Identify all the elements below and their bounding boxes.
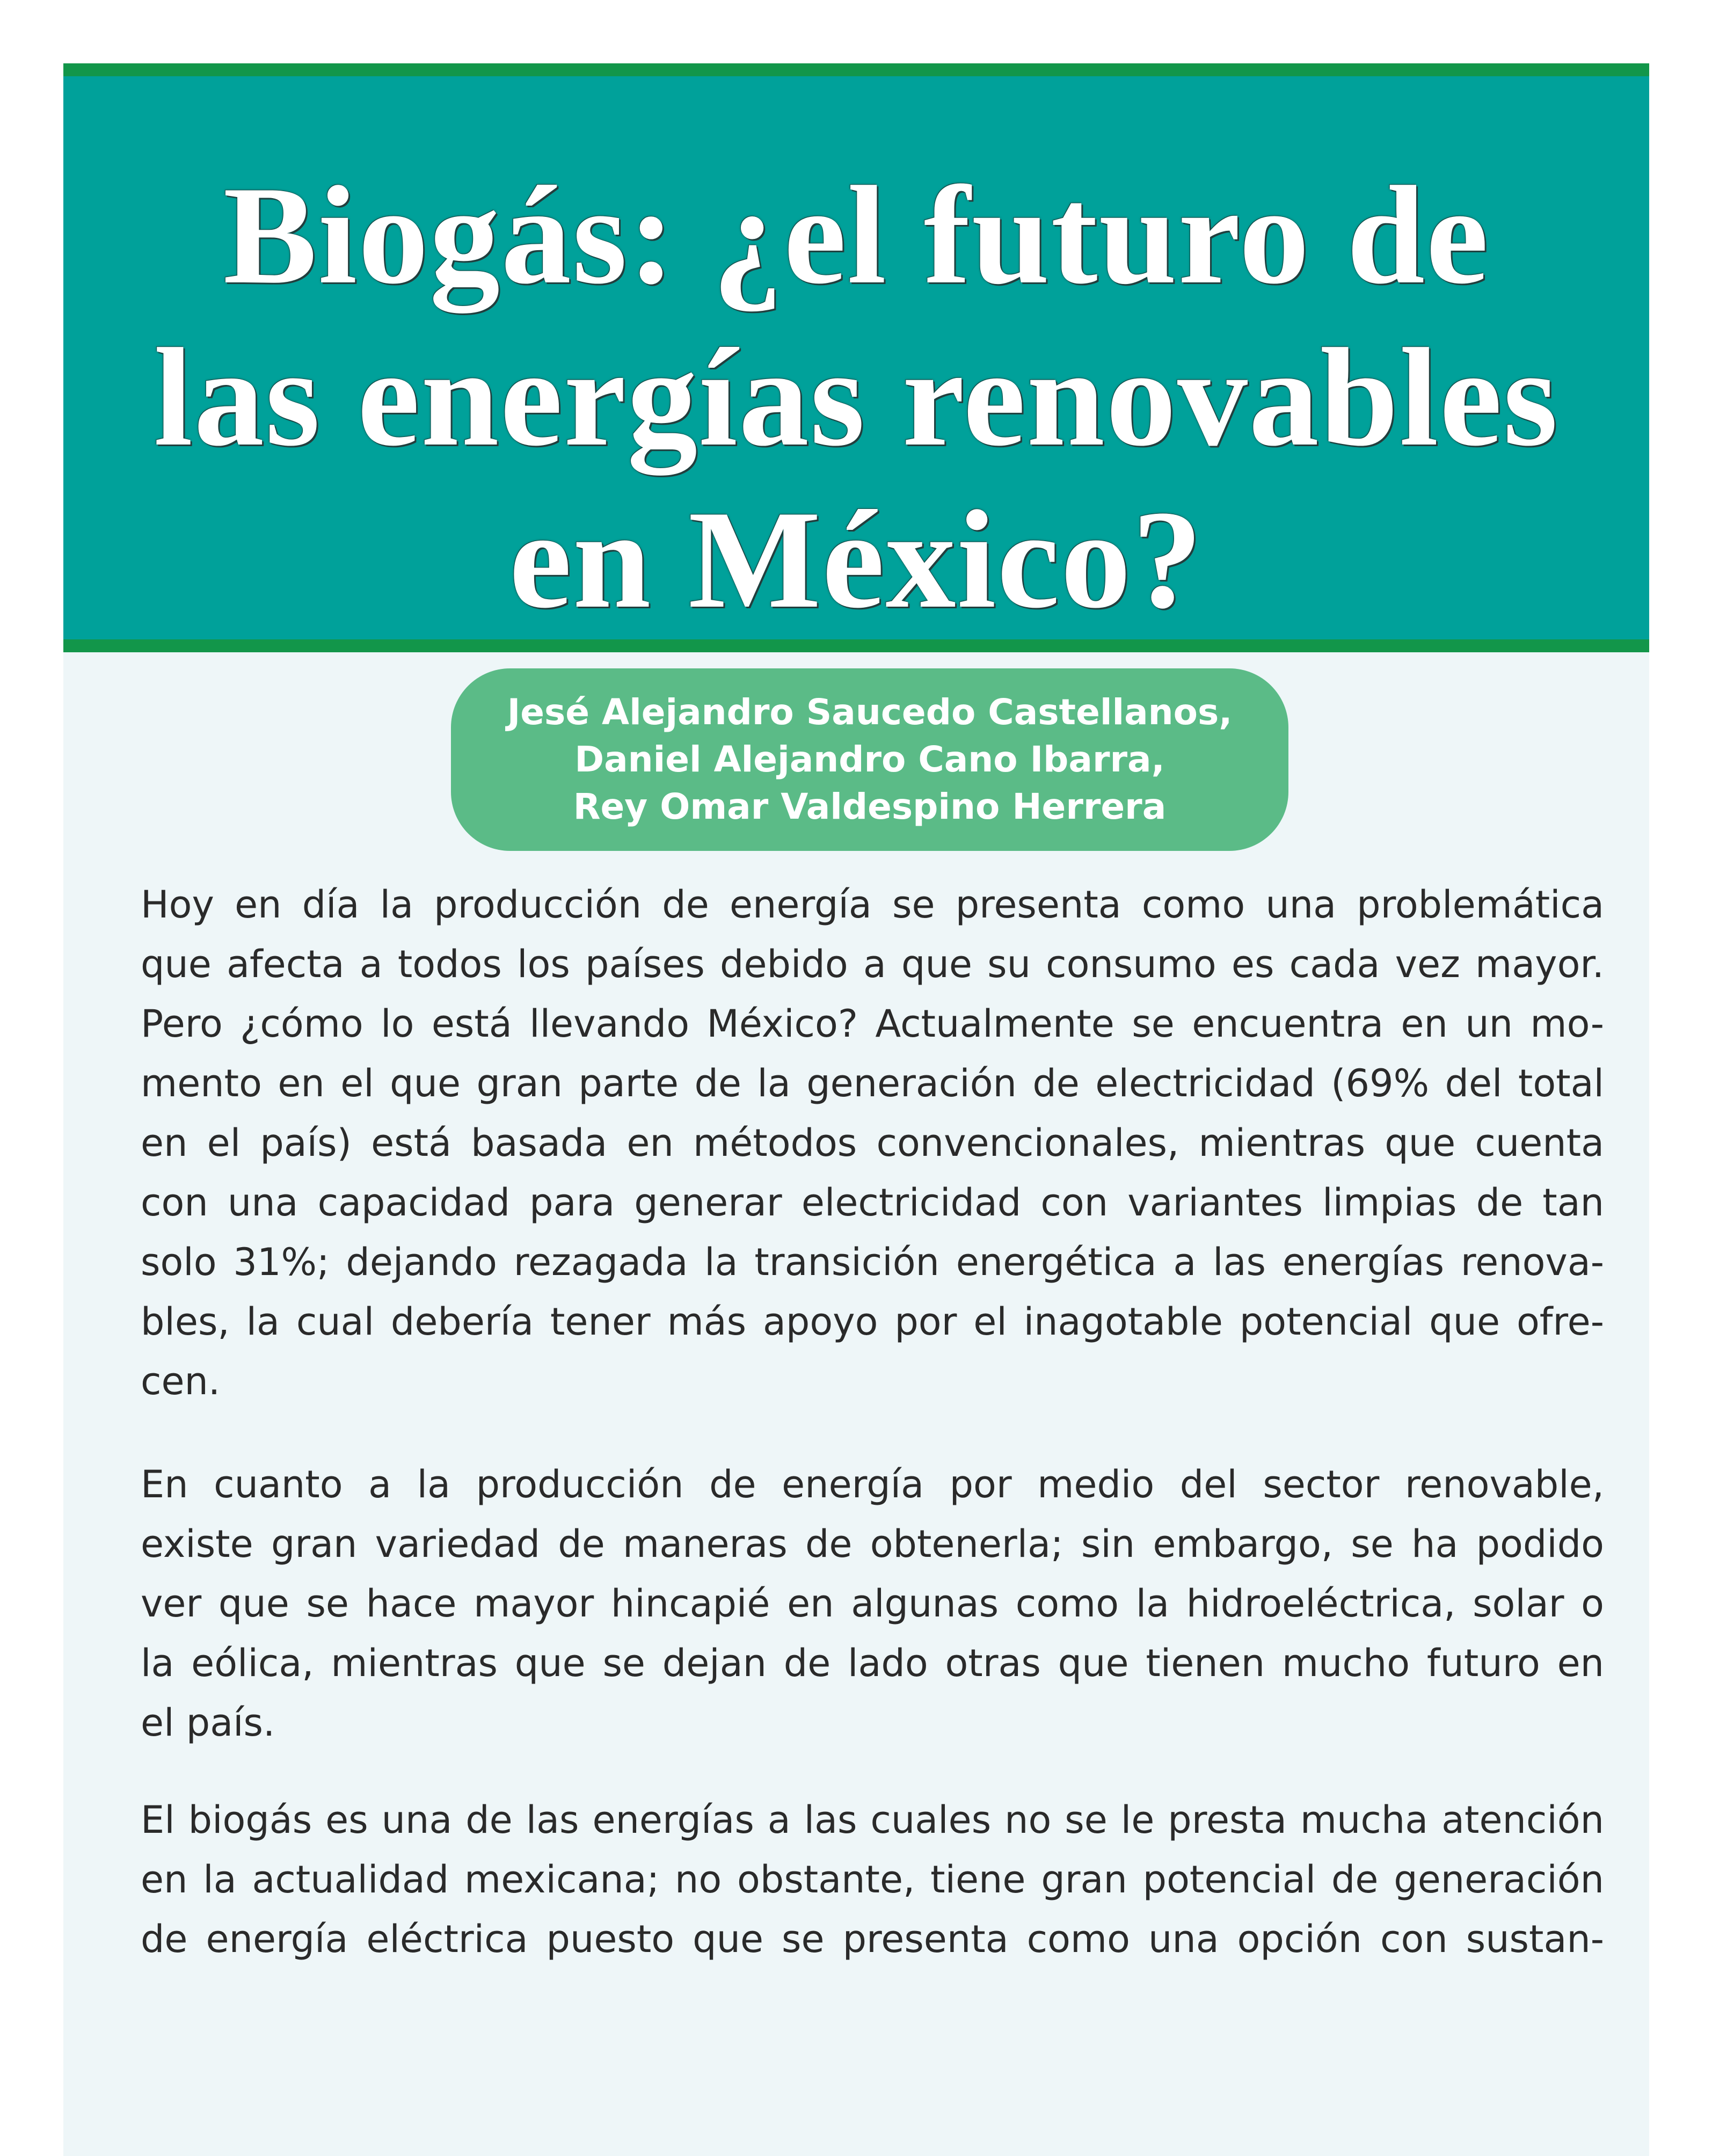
text-line: Pero ¿cómo lo está llevando México? Actualmente se encuentra en un mo- bbox=[141, 1002, 1604, 1046]
author-name: Jesé Alejandro Saucedo Castellanos, bbox=[507, 691, 1233, 733]
title-banner bbox=[63, 63, 1649, 652]
text-line: de energía eléctrica puesto que se presenta como una opción con sustan- bbox=[141, 1917, 1604, 1961]
text-line: solo 31%; dejando rezagada la transición energética a las energías renova- bbox=[141, 1240, 1604, 1284]
text-line: cen. bbox=[141, 1359, 221, 1403]
text-line: la eólica, mientras que se dejan de lado otras que tienen mucho futuro en bbox=[141, 1641, 1604, 1685]
text-line: En cuanto a la producción de energía por medio del sector renovable, bbox=[141, 1462, 1604, 1506]
author-list bbox=[451, 689, 1288, 831]
paragraph-1 bbox=[141, 875, 1604, 1411]
title-line: Biogás: ¿el futuro de bbox=[223, 157, 1490, 313]
text-line: que afecta a todos los países debido a que su consumo es cada vez mayor. bbox=[141, 942, 1604, 986]
title-line: en México? bbox=[509, 482, 1204, 637]
text-line: en la actualidad mexicana; no obstante, tiene gran potencial de generación bbox=[141, 1858, 1604, 1902]
text-line: con una capacidad para generar electricidad con variantes limpias de tan bbox=[141, 1181, 1604, 1225]
title-line: las energías renovables bbox=[154, 319, 1559, 475]
text-line: Hoy en día la producción de energía se presenta como una problemática bbox=[141, 883, 1604, 927]
paragraph-3 bbox=[141, 1790, 1604, 1969]
authors-box bbox=[451, 668, 1288, 851]
author-name: Rey Omar Valdespino Herrera bbox=[573, 786, 1167, 827]
text-line: mento en el que gran parte de la generación de electricidad (69% del total bbox=[141, 1061, 1604, 1105]
text-line: en el país) está basada en métodos convencionales, mientras que cuenta bbox=[141, 1121, 1604, 1165]
text-line: ver que se hace mayor hincapié en algunas como la hidroeléctrica, solar o bbox=[141, 1582, 1604, 1626]
article-title bbox=[63, 154, 1649, 640]
paragraph-2 bbox=[141, 1455, 1604, 1753]
text-line: bles, la cual debería tener más apoyo por el inagotable potencial que ofre- bbox=[141, 1300, 1604, 1344]
text-line: El biogás es una de las energías a las cuales no se le presta mucha atención bbox=[141, 1798, 1604, 1842]
text-line: existe gran variedad de maneras de obtenerla; sin embargo, se ha podido bbox=[141, 1522, 1604, 1566]
text-line: el país. bbox=[141, 1701, 275, 1745]
author-name: Daniel Alejandro Cano Ibarra, bbox=[574, 739, 1165, 780]
